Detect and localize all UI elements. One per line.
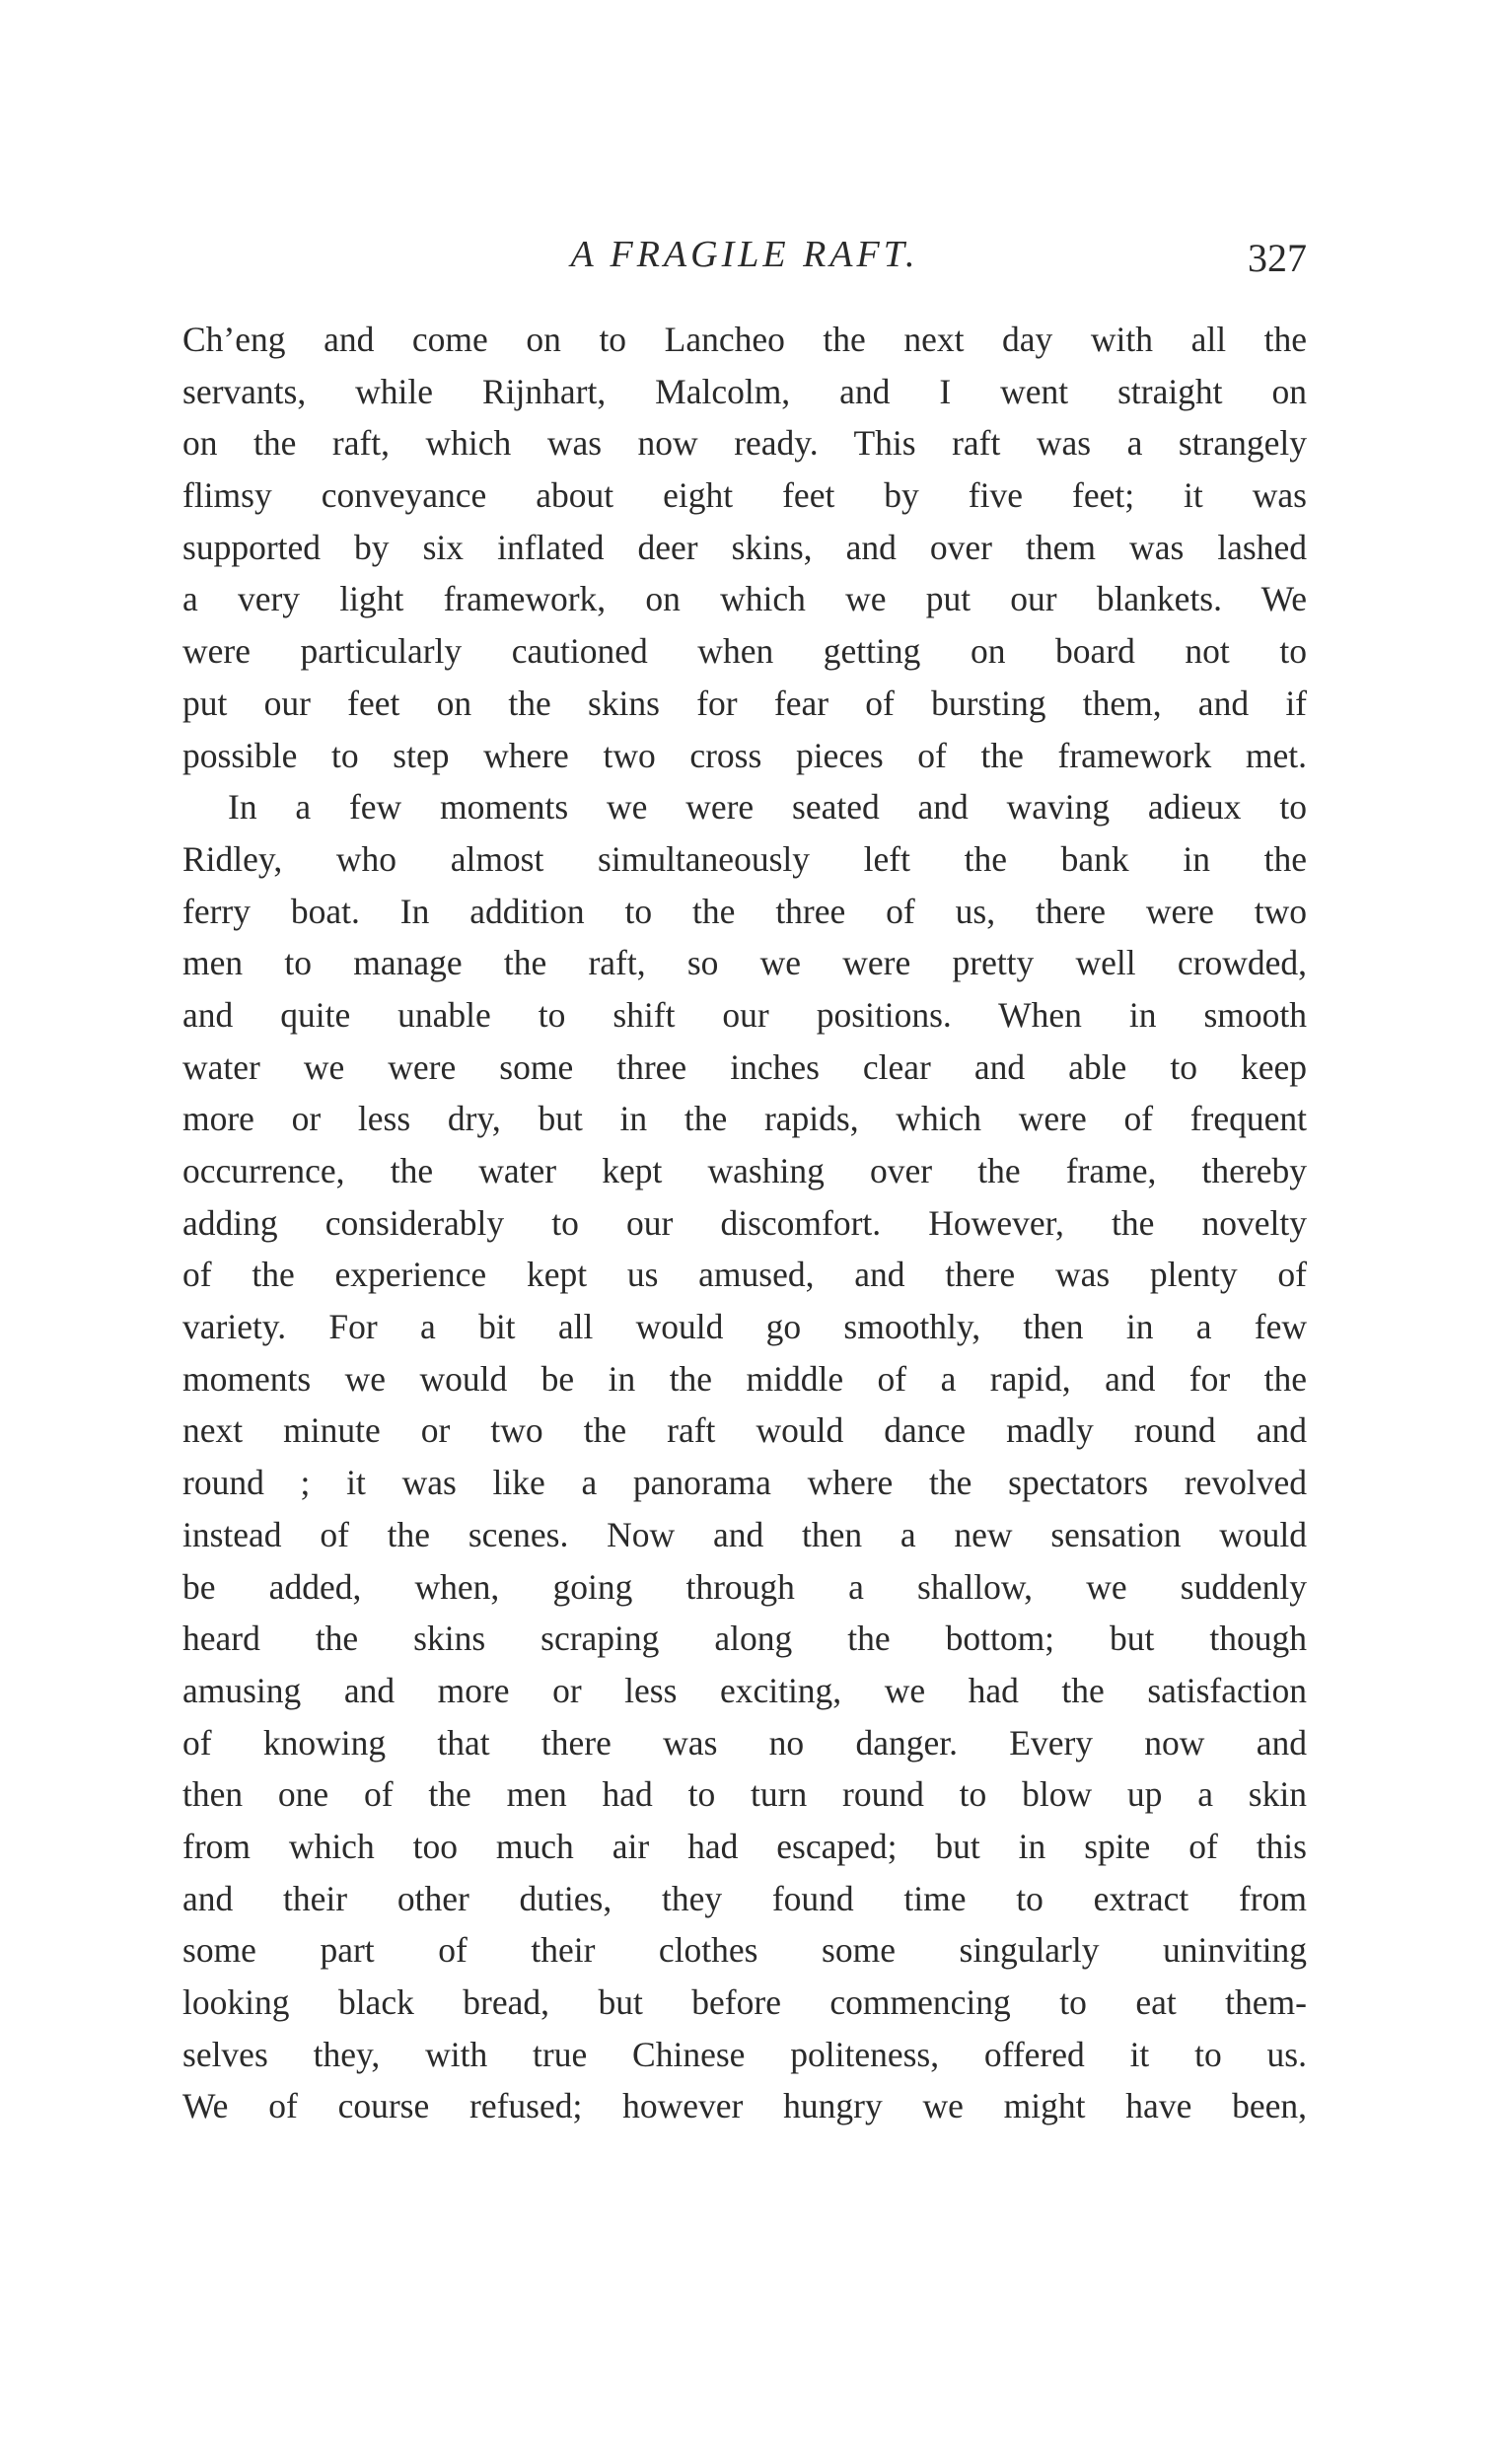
text-line: then one of the men had to turn round to blow up a skin [182,1774,1307,1815]
text-line: next minute or two the raft would dance madly round and [182,1410,1307,1451]
text-line: of knowing that there was no danger. Every now and [182,1722,1307,1763]
paragraph-start-line: In a few moments we were seated and waving adieux to [228,787,1307,828]
text-line: adding considerably to our discomfort. However, the novelty [182,1202,1307,1243]
text-line: put our feet on the skins for fear of bursting them, and if [182,683,1307,723]
text-line: some part of their clothes some singularly uninviting [182,1930,1307,1971]
text-line: round ; it was like a panorama where the spectators revolved [182,1463,1307,1503]
text-line: water we were some three inches clear and able to keep [182,1046,1307,1087]
text-line: be added, when, going through a shallow, we suddenly [182,1566,1307,1607]
text-line: amusing and more or less exciting, we had the satisfaction [182,1670,1307,1710]
text-line: were particularly cautioned when getting on board not to [182,631,1307,672]
running-title: A FRAGILE RAFT. [570,234,919,275]
text-line: from which too much air had escaped; but in spite of this [182,1826,1307,1866]
running-head [182,225,1307,284]
text-line: men to manage the raft, so we were pretty well crowded, [182,943,1307,983]
text-line: and their other duties, they found time to extract from [182,1878,1307,1918]
text-line: more or less dry, but in the rapids, which were of frequent [182,1099,1307,1139]
text-line: possible to step where two cross pieces of the framework met. [182,735,1307,775]
text-line: variety. For a bit all would go smoothly, then in a few [182,1307,1307,1347]
text-line: instead of the scenes. Now and then a new sensation would [182,1514,1307,1554]
text-line: supported by six inflated deer skins, and over them was lashed [182,527,1307,567]
page-number: 327 [1248,236,1307,280]
text-line: flimsy conveyance about eight feet by five feet; it was [182,475,1307,516]
text-line: ferry boat. In addition to the three of us, there were two [182,891,1307,931]
text-line: Ch’eng and come on to Lancheo the next day with all the [182,320,1307,359]
text-line: and quite unable to shift our positions. When in smooth [182,994,1307,1035]
text-line: occurrence, the water kept washing over the frame, thereby [182,1151,1307,1190]
text-line: selves they, with true Chinese politeness, offered it to us. [182,2034,1307,2074]
text-line: We of course refused; however hungry we might have been, [182,2086,1307,2126]
text-line: of the experience kept us amused, and there was plenty of [182,1255,1307,1295]
text-line: Ridley, who almost simultaneously left the bank in the [182,838,1307,879]
body-text [182,314,1307,2132]
text-line: looking black bread, but before commencing to eat them- [182,1982,1307,2022]
text-line: moments we would be in the middle of a rapid, and for the [182,1358,1307,1399]
text-line: a very light framework, on which we put our blankets. We [182,579,1307,619]
text-line: on the raft, which was now ready. This raft was a strangely [182,423,1307,464]
text-line: heard the skins scraping along the bottom; but though [182,1619,1307,1659]
text-line: servants, while Rijnhart, Malcolm, and I went straight on [182,371,1307,411]
